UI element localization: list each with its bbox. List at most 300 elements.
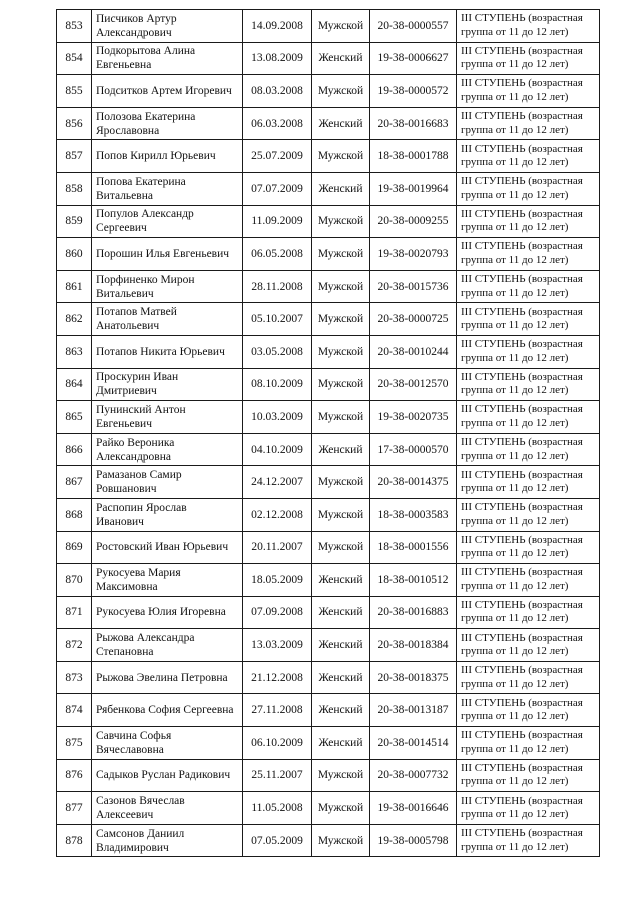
participant-id-text: 20-38-0016683 xyxy=(377,117,449,130)
sex xyxy=(312,303,370,336)
row-number-text: 870 xyxy=(65,573,83,586)
participant-id-text: 19-38-0016646 xyxy=(377,802,449,815)
birth-date-text: 02.12.2008 xyxy=(251,508,303,521)
participant-name xyxy=(92,75,243,108)
birth-date-text: 06.03.2008 xyxy=(251,117,303,130)
participant-name xyxy=(92,303,243,336)
row-number xyxy=(57,75,92,108)
row-number-text: 877 xyxy=(65,802,83,815)
participant-name-text: Распопин Ярослав xyxy=(96,501,187,514)
level-text: III СТУПЕНЬ (возрастная xyxy=(461,77,583,90)
level-text: группа от 11 до 12 лет) xyxy=(461,188,569,201)
table-row xyxy=(57,172,600,205)
sex xyxy=(312,140,370,173)
level xyxy=(457,368,600,401)
participant-id-text: 20-38-0018375 xyxy=(377,671,449,684)
participant-id xyxy=(370,205,457,238)
level-text: группа от 11 до 12 лет) xyxy=(461,449,569,462)
row-number-text: 873 xyxy=(65,671,83,684)
sex xyxy=(312,335,370,368)
birth-date-text: 04.10.2009 xyxy=(251,443,303,456)
level-text: группа от 11 до 12 лет) xyxy=(461,742,569,755)
birth-date-text: 08.10.2009 xyxy=(251,378,303,391)
participant-name xyxy=(92,10,243,43)
level-text: группа от 11 до 12 лет) xyxy=(461,612,569,625)
participant-name-text: Ровшанович xyxy=(96,483,157,496)
sex xyxy=(312,205,370,238)
participant-name-text: Рукосуева Юлия Игоревна xyxy=(96,606,226,619)
participant-id-text: 19-38-0020793 xyxy=(377,247,449,260)
level-text: группа от 11 до 12 лет) xyxy=(461,58,569,71)
level-text: III СТУПЕНЬ (возрастная xyxy=(461,142,583,155)
table-row xyxy=(57,433,600,466)
participant-id-text: 20-38-0009255 xyxy=(377,215,449,228)
table-row xyxy=(57,303,600,336)
participant-name xyxy=(92,42,243,75)
row-number xyxy=(57,42,92,75)
participant-id xyxy=(370,303,457,336)
participant-name xyxy=(92,498,243,531)
participant-id xyxy=(370,629,457,662)
level xyxy=(457,270,600,303)
birth-date-text: 13.03.2009 xyxy=(251,639,303,652)
participant-id xyxy=(370,498,457,531)
row-number-text: 867 xyxy=(65,476,83,489)
participant-name-text: Подситков Артем Игоревич xyxy=(96,84,232,97)
level-text: группа от 11 до 12 лет) xyxy=(461,384,569,397)
birth-date xyxy=(243,661,312,694)
row-number xyxy=(57,564,92,597)
table-row xyxy=(57,238,600,271)
row-number-text: 853 xyxy=(65,19,83,32)
birth-date xyxy=(243,466,312,499)
sex xyxy=(312,42,370,75)
participant-name-text: Савчина Софья xyxy=(96,729,172,742)
level-text: группа от 11 до 12 лет) xyxy=(461,645,569,658)
level-text: группа от 11 до 12 лет) xyxy=(461,253,569,266)
birth-date xyxy=(243,172,312,205)
level xyxy=(457,303,600,336)
sex xyxy=(312,727,370,760)
row-number-text: 854 xyxy=(65,52,83,65)
birth-date-text: 07.05.2009 xyxy=(251,834,303,847)
participant-name-text: Ярославовна xyxy=(96,124,160,137)
participant-name xyxy=(92,792,243,825)
participant-name-text: Потапов Матвей xyxy=(96,306,177,319)
participant-name xyxy=(92,107,243,140)
birth-date-text: 05.10.2007 xyxy=(251,313,303,326)
birth-date xyxy=(243,10,312,43)
birth-date xyxy=(243,401,312,434)
birth-date-text: 27.11.2008 xyxy=(251,704,303,717)
row-number-text: 857 xyxy=(65,150,83,163)
row-number-text: 864 xyxy=(65,378,83,391)
participant-id-text: 18-38-0010512 xyxy=(377,573,449,586)
participant-name-text: Порошин Илья Евгеньевич xyxy=(96,247,230,260)
table-row xyxy=(57,694,600,727)
participant-id xyxy=(370,270,457,303)
birth-date-text: 06.10.2009 xyxy=(251,736,303,749)
level-text: III СТУПЕНЬ (возрастная xyxy=(461,436,583,449)
sex xyxy=(312,368,370,401)
birth-date-text: 10.03.2009 xyxy=(251,410,303,423)
sex-text: Женский xyxy=(318,117,363,130)
participant-name-text: Евгеньевна xyxy=(96,59,152,72)
participant-id xyxy=(370,10,457,43)
birth-date-text: 07.07.2009 xyxy=(251,182,303,195)
sex xyxy=(312,824,370,857)
level-text: группа от 11 до 12 лет) xyxy=(461,514,569,527)
table-row xyxy=(57,270,600,303)
sex-text: Мужской xyxy=(317,313,364,326)
row-number-text: 858 xyxy=(65,182,83,195)
level-text: группа от 11 до 12 лет) xyxy=(461,710,569,723)
sex xyxy=(312,596,370,629)
participant-id-text: 19-38-0019964 xyxy=(377,182,449,195)
row-number-text: 860 xyxy=(65,247,83,260)
table-row xyxy=(57,792,600,825)
participant-id xyxy=(370,401,457,434)
participant-id-text: 18-38-0001788 xyxy=(377,150,449,163)
level-text: группа от 11 до 12 лет) xyxy=(461,808,569,821)
level-text: III СТУПЕНЬ (возрастная xyxy=(461,566,583,579)
sex-text: Мужской xyxy=(317,247,364,260)
level-text: III СТУПЕНЬ (возрастная xyxy=(461,175,583,188)
level xyxy=(457,498,600,531)
sex xyxy=(312,107,370,140)
participant-name-text: Вячеславовна xyxy=(96,743,164,756)
participant-id xyxy=(370,661,457,694)
sex-text: Мужской xyxy=(317,802,364,815)
sex-text: Женский xyxy=(318,182,363,195)
row-number xyxy=(57,401,92,434)
sex-text: Мужской xyxy=(317,834,364,847)
level xyxy=(457,238,600,271)
level-text: III СТУПЕНЬ (возрастная xyxy=(461,696,583,709)
sex xyxy=(312,172,370,205)
participant-id-text: 19-38-0000572 xyxy=(377,84,449,97)
level xyxy=(457,531,600,564)
level-text: III СТУПЕНЬ (возрастная xyxy=(461,207,583,220)
participant-id xyxy=(370,368,457,401)
birth-date xyxy=(243,42,312,75)
level-text: группа от 11 до 12 лет) xyxy=(461,677,569,690)
sex xyxy=(312,466,370,499)
level-text: III СТУПЕНЬ (возрастная xyxy=(461,468,583,481)
participant-name-text: Витальевна xyxy=(96,189,153,202)
participant-id-text: 18-38-0001556 xyxy=(377,541,449,554)
participant-id-text: 20-38-0007732 xyxy=(377,769,449,782)
row-number xyxy=(57,368,92,401)
row-number xyxy=(57,270,92,303)
level xyxy=(457,433,600,466)
level xyxy=(457,75,600,108)
participant-id xyxy=(370,75,457,108)
row-number-text: 875 xyxy=(65,736,83,749)
participant-name xyxy=(92,596,243,629)
birth-date-text: 14.09.2008 xyxy=(251,19,303,32)
sex xyxy=(312,531,370,564)
level xyxy=(457,205,600,238)
row-number xyxy=(57,759,92,792)
level-text: группа от 11 до 12 лет) xyxy=(461,286,569,299)
level xyxy=(457,824,600,857)
participants-table xyxy=(56,9,600,857)
level-text: группа от 11 до 12 лет) xyxy=(461,840,569,853)
row-number-text: 868 xyxy=(65,508,83,521)
row-number-text: 872 xyxy=(65,639,83,652)
level-text: III СТУПЕНЬ (возрастная xyxy=(461,403,583,416)
sex-text: Женский xyxy=(318,573,363,586)
row-number xyxy=(57,335,92,368)
birth-date xyxy=(243,368,312,401)
row-number xyxy=(57,466,92,499)
level-text: III СТУПЕНЬ (возрастная xyxy=(461,273,583,286)
level xyxy=(457,401,600,434)
birth-date xyxy=(243,694,312,727)
participant-name-text: Дмитриевич xyxy=(96,385,157,398)
participant-id xyxy=(370,596,457,629)
participants-table-body xyxy=(57,10,600,857)
sex xyxy=(312,564,370,597)
level-text: III СТУПЕНЬ (возрастная xyxy=(461,664,583,677)
row-number xyxy=(57,661,92,694)
birth-date-text: 24.12.2007 xyxy=(251,476,303,489)
row-number xyxy=(57,107,92,140)
level xyxy=(457,107,600,140)
sex-text: Мужской xyxy=(317,476,364,489)
birth-date-text: 21.12.2008 xyxy=(251,671,303,684)
row-number-text: 856 xyxy=(65,117,83,130)
level-text: группа от 11 до 12 лет) xyxy=(461,775,569,788)
participant-id xyxy=(370,792,457,825)
birth-date xyxy=(243,498,312,531)
birth-date-text: 18.05.2009 xyxy=(251,573,303,586)
row-number-text: 871 xyxy=(65,606,83,619)
participant-id-text: 19-38-0020735 xyxy=(377,410,449,423)
participant-id xyxy=(370,335,457,368)
participant-name xyxy=(92,466,243,499)
participant-id-text: 20-38-0015736 xyxy=(377,280,449,293)
participant-name-text: Пунинский Антон xyxy=(96,403,186,416)
row-number-text: 878 xyxy=(65,834,83,847)
row-number xyxy=(57,824,92,857)
birth-date-text: 25.11.2007 xyxy=(251,769,303,782)
participant-name xyxy=(92,564,243,597)
participant-name xyxy=(92,661,243,694)
table-row xyxy=(57,727,600,760)
participant-name xyxy=(92,368,243,401)
participant-name-text: Писчиков Артур xyxy=(96,12,177,25)
sex-text: Мужской xyxy=(317,84,364,97)
participant-name xyxy=(92,205,243,238)
participant-name xyxy=(92,531,243,564)
level xyxy=(457,140,600,173)
row-number xyxy=(57,498,92,531)
level-text: III СТУПЕНЬ (возрастная xyxy=(461,44,583,57)
row-number xyxy=(57,303,92,336)
table-row xyxy=(57,498,600,531)
participant-id-text: 20-38-0012570 xyxy=(377,378,449,391)
birth-date-text: 07.09.2008 xyxy=(251,606,303,619)
participant-name xyxy=(92,270,243,303)
participant-id-text: 20-38-0000557 xyxy=(377,19,449,32)
participant-id-text: 20-38-0014514 xyxy=(377,736,449,749)
participant-name-text: Рябенкова София Сергеевна xyxy=(96,704,234,717)
sex xyxy=(312,661,370,694)
row-number xyxy=(57,10,92,43)
birth-date xyxy=(243,140,312,173)
sex-text: Мужской xyxy=(317,378,364,391)
level-text: группа от 11 до 12 лет) xyxy=(461,579,569,592)
sex xyxy=(312,498,370,531)
participant-name-text: Райко Вероника xyxy=(96,436,175,449)
participant-name-text: Полозова Екатерина xyxy=(96,110,196,123)
participant-name-text: Максимовна xyxy=(96,580,158,593)
participant-name xyxy=(92,694,243,727)
participant-name-text: Ростовский Иван Юрьевич xyxy=(96,541,229,554)
table-row xyxy=(57,140,600,173)
birth-date xyxy=(243,270,312,303)
birth-date xyxy=(243,238,312,271)
birth-date xyxy=(243,824,312,857)
row-number xyxy=(57,694,92,727)
level-text: группа от 11 до 12 лет) xyxy=(461,547,569,560)
birth-date xyxy=(243,759,312,792)
sex-text: Мужской xyxy=(317,19,364,32)
participant-name-text: Подкорытова Алина xyxy=(96,45,196,58)
participant-id-text: 17-38-0000570 xyxy=(377,443,449,456)
level xyxy=(457,335,600,368)
level-text: III СТУПЕНЬ (возрастная xyxy=(461,729,583,742)
participant-id-text: 20-38-0016883 xyxy=(377,606,449,619)
sex-text: Мужской xyxy=(317,541,364,554)
participant-name xyxy=(92,759,243,792)
participant-name-text: Александрович xyxy=(96,26,172,39)
participant-name-text: Проскурин Иван xyxy=(96,371,179,384)
participant-id xyxy=(370,466,457,499)
participant-name xyxy=(92,629,243,662)
sex-text: Мужской xyxy=(317,410,364,423)
level-text: группа от 11 до 12 лет) xyxy=(461,25,569,38)
participant-id-text: 19-38-0006627 xyxy=(377,52,449,65)
birth-date xyxy=(243,303,312,336)
birth-date xyxy=(243,564,312,597)
level-text: группа от 11 до 12 лет) xyxy=(461,221,569,234)
participant-name xyxy=(92,401,243,434)
participant-id xyxy=(370,42,457,75)
sex-text: Женский xyxy=(318,671,363,684)
table-row xyxy=(57,466,600,499)
level-text: группа от 11 до 12 лет) xyxy=(461,90,569,103)
level-text: группа от 11 до 12 лет) xyxy=(461,156,569,169)
table-row xyxy=(57,107,600,140)
sex-text: Мужской xyxy=(317,508,364,521)
row-number-text: 863 xyxy=(65,345,83,358)
participant-id-text: 20-38-0010244 xyxy=(377,345,449,358)
participant-id xyxy=(370,694,457,727)
sex-text: Женский xyxy=(318,443,363,456)
participant-name-text: Рыжова Александра xyxy=(96,632,195,645)
level-text: III СТУПЕНЬ (возрастная xyxy=(461,501,583,514)
level xyxy=(457,466,600,499)
birth-date xyxy=(243,205,312,238)
level-text: III СТУПЕНЬ (возрастная xyxy=(461,240,583,253)
participant-name-text: Рамазанов Самир xyxy=(96,469,182,482)
level-text: группа от 11 до 12 лет) xyxy=(461,319,569,332)
sex-text: Женский xyxy=(318,52,363,65)
participant-id-text: 18-38-0003583 xyxy=(377,508,449,521)
table-row xyxy=(57,42,600,75)
level-text: III СТУПЕНЬ (возрастная xyxy=(461,12,583,25)
table-row xyxy=(57,629,600,662)
level xyxy=(457,564,600,597)
level xyxy=(457,42,600,75)
sex-text: Женский xyxy=(318,736,363,749)
table-row xyxy=(57,205,600,238)
level xyxy=(457,10,600,43)
participant-id-text: 20-38-0018384 xyxy=(377,639,449,652)
row-number-text: 869 xyxy=(65,541,83,554)
participant-name-text: Садыков Руслан Радикович xyxy=(96,769,231,782)
birth-date-text: 06.05.2008 xyxy=(251,247,303,260)
participant-name-text: Владимирович xyxy=(96,841,169,854)
participant-id xyxy=(370,531,457,564)
table-row xyxy=(57,661,600,694)
participant-name-text: Попов Кирилл Юрьевич xyxy=(96,150,216,163)
level xyxy=(457,661,600,694)
participant-name xyxy=(92,824,243,857)
participant-id-text: 20-38-0000725 xyxy=(377,313,449,326)
participant-id xyxy=(370,238,457,271)
level-text: III СТУПЕНЬ (возрастная xyxy=(461,533,583,546)
sex-text: Мужской xyxy=(317,345,364,358)
table-row xyxy=(57,368,600,401)
birth-date xyxy=(243,531,312,564)
participant-id-text: 20-38-0013187 xyxy=(377,704,449,717)
table-row xyxy=(57,75,600,108)
row-number xyxy=(57,172,92,205)
row-number xyxy=(57,238,92,271)
participant-name xyxy=(92,140,243,173)
participant-id xyxy=(370,727,457,760)
level xyxy=(457,694,600,727)
sex xyxy=(312,270,370,303)
table-row xyxy=(57,564,600,597)
row-number-text: 859 xyxy=(65,215,83,228)
sex-text: Мужской xyxy=(317,215,364,228)
row-number-text: 855 xyxy=(65,84,83,97)
sex xyxy=(312,629,370,662)
participant-name-text: Попова Екатерина xyxy=(96,175,186,188)
participant-name-text: Евгеньевич xyxy=(96,417,152,430)
birth-date-text: 13.08.2009 xyxy=(251,52,303,65)
birth-date-text: 20.11.2007 xyxy=(251,541,303,554)
table-row xyxy=(57,531,600,564)
row-number xyxy=(57,205,92,238)
participant-name-text: Рукосуева Мария xyxy=(96,566,181,579)
participant-name-text: Сазонов Вячеслав xyxy=(96,795,185,808)
participant-name xyxy=(92,238,243,271)
table-row xyxy=(57,401,600,434)
sex xyxy=(312,433,370,466)
row-number xyxy=(57,140,92,173)
row-number-text: 866 xyxy=(65,443,83,456)
birth-date-text: 03.05.2008 xyxy=(251,345,303,358)
level xyxy=(457,759,600,792)
row-number xyxy=(57,433,92,466)
row-number xyxy=(57,727,92,760)
